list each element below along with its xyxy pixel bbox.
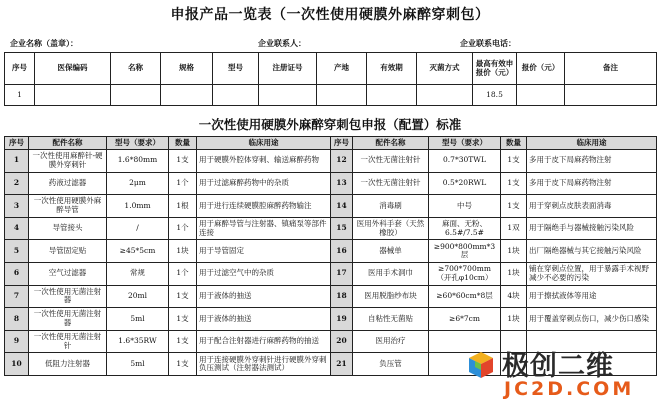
table-cell: 常规	[107, 262, 169, 285]
table-cell: 1支	[169, 353, 197, 376]
table-cell: 5ml	[107, 308, 169, 331]
table-cell: 14	[331, 195, 353, 218]
table-cell: 用于覆盖穿刺点伤口，减少伤口感染	[527, 308, 657, 331]
table-cell	[111, 85, 161, 106]
table-cell: 消毒刷	[353, 195, 429, 218]
header-cell: 最高有效申报价（元）	[473, 53, 517, 85]
header-cell: 注册证号	[259, 53, 317, 85]
header-cell: 报价（元）	[517, 53, 565, 85]
table-cell: 一次性使用硬膜外麻醉导管	[29, 195, 107, 218]
header-cell: 型号（要求）	[107, 137, 169, 150]
table-cell: 1.6*35RW	[107, 330, 169, 353]
table-cell: 1双	[501, 217, 527, 240]
table-cell: 一次性使用无菌注射器	[29, 285, 107, 308]
table-cell: 18	[331, 285, 353, 308]
table-cell: 低阻力注射器	[29, 353, 107, 376]
table-cell: 用于配合注射器进行麻醉药物的抽送	[197, 330, 331, 353]
table-cell: 中号	[429, 195, 501, 218]
table-cell: 1根	[169, 195, 197, 218]
table-cell: 1块	[501, 262, 527, 285]
table-cell	[161, 85, 213, 106]
table-cell: 16	[331, 240, 353, 263]
table-cell: 3	[5, 195, 29, 218]
table-cell: 8	[5, 308, 29, 331]
table-row	[5, 308, 657, 331]
header-cell: 规格	[161, 53, 213, 85]
table-cell: ≥6*7cm	[429, 308, 501, 331]
table-cell: 10	[5, 353, 29, 376]
table-row	[5, 240, 657, 263]
table-cell: 用于过滤麻醉药物中的杂质	[197, 172, 331, 195]
table-cell: 用于导管固定	[197, 240, 331, 263]
table-cell: 自粘性无菌贴	[353, 308, 429, 331]
header-cell: 名称	[111, 53, 161, 85]
table-cell: 用于液体的抽送	[197, 308, 331, 331]
company-name-label: 企业名称（盖章）：	[10, 38, 78, 48]
table-row	[5, 285, 657, 308]
watermark-brand: 极创二维	[502, 351, 614, 382]
table-cell: 一次性无菌注射针	[353, 150, 429, 173]
table-cell: 空气过滤器	[29, 262, 107, 285]
company-phone-label: 企业联系电话：	[460, 38, 516, 48]
header-cell: 数量	[501, 137, 527, 150]
table-cell: 0.5*20RWL	[429, 172, 501, 195]
header-cell: 备注	[565, 53, 657, 85]
table-cell: 导管固定贴	[29, 240, 107, 263]
header-cell: 配件名称	[353, 137, 429, 150]
table-row	[5, 150, 657, 173]
cube-logo-icon	[466, 350, 496, 380]
table-cell	[317, 85, 367, 106]
table-cell: ≥45*5cm	[107, 240, 169, 263]
header-cell: 临床用途	[197, 137, 331, 150]
header-cell: 序号	[5, 53, 35, 85]
table-cell: 4块	[501, 285, 527, 308]
product-table	[4, 52, 657, 106]
table-cell: 用于过滤空气中的杂质	[197, 262, 331, 285]
table-cell: 0.7*30TWL	[429, 150, 501, 173]
table-cell: 用于进行连续硬膜腔麻醉药物输注	[197, 195, 331, 218]
table-cell: 18.5	[473, 85, 517, 106]
table-cell: 1块	[501, 240, 527, 263]
header-cell: 医保编码	[35, 53, 111, 85]
table-cell: 医用脱脂纱布块	[353, 285, 429, 308]
table-cell: 1支	[501, 195, 527, 218]
table-cell: 1	[5, 150, 29, 173]
table-row	[5, 217, 657, 240]
header-cell: 灭菌方式	[417, 53, 473, 85]
table-cell: 一次性使用无菌注射针	[29, 330, 107, 353]
table-cell: 用于液体的抽送	[197, 285, 331, 308]
table-cell: 一次性使用麻醉针-硬膜外穿刺针	[29, 150, 107, 173]
table-cell: 19	[331, 308, 353, 331]
config-table-header	[5, 137, 657, 150]
table-cell: 2	[5, 172, 29, 195]
table-cell: 1个	[169, 172, 197, 195]
table-cell: 1.6*80mm	[107, 150, 169, 173]
table-cell: 6	[5, 262, 29, 285]
table-cell	[259, 85, 317, 106]
table-cell: 13	[331, 172, 353, 195]
page-title: 申报产品一览表（一次性使用硬膜外麻醉穿刺包）	[170, 7, 490, 23]
table-cell: 负压管	[353, 353, 429, 376]
config-title: 一次性使用硬膜外麻醉穿刺包申报（配置）标准	[198, 117, 462, 132]
table-cell: 1支	[169, 150, 197, 173]
table-row	[5, 172, 657, 195]
header-cell: 序号	[5, 137, 29, 150]
table-cell: 麻面、无粉、6.5#/7.5#	[429, 217, 501, 240]
table-cell: 15	[331, 217, 353, 240]
table-cell: 多用于皮下局麻药物注射	[527, 150, 657, 173]
table-cell: 5ml	[107, 353, 169, 376]
company-contact-label: 企业联系人：	[258, 38, 306, 48]
product-table-header	[5, 53, 657, 85]
table-cell	[35, 85, 111, 106]
table-cell: ≥700*700mm（开孔φ10cm）	[429, 262, 501, 285]
header-cell: 数量	[169, 137, 197, 150]
header-cell: 有效期	[367, 53, 417, 85]
table-cell	[565, 85, 657, 106]
table-cell: 20ml	[107, 285, 169, 308]
table-cell: 1支	[169, 285, 197, 308]
table-row	[5, 85, 657, 106]
table-cell: 17	[331, 262, 353, 285]
table-cell: 1支	[169, 330, 197, 353]
table-cell: 12	[331, 150, 353, 173]
table-cell: ≥60*60cm*8层	[429, 285, 501, 308]
table-cell	[517, 85, 565, 106]
table-cell: 医用外科手套（天然橡胶）	[353, 217, 429, 240]
table-cell: 4	[5, 217, 29, 240]
table-cell: 用于擦拭液体等用途	[527, 285, 657, 308]
table-cell: 用于穿刺点皮肤表面消毒	[527, 195, 657, 218]
watermark-domain: JC2D.COM	[504, 378, 635, 400]
table-cell: 药液过滤器	[29, 172, 107, 195]
table-cell: 用于硬膜外腔体穿刺、输送麻醉药物	[197, 150, 331, 173]
table-cell: 用于隔绝手与器械接触污染风险	[527, 217, 657, 240]
watermark	[464, 340, 654, 406]
table-cell: 多用于皮下局麻药物注射	[527, 172, 657, 195]
table-cell: 一次性使用无菌注射器	[29, 308, 107, 331]
table-cell: 用于麻醉导管与注射器、镇痛泵等部件连接	[197, 217, 331, 240]
table-cell: 一次性无菌注射针	[353, 172, 429, 195]
table-cell: 导管接头	[29, 217, 107, 240]
table-cell: 1支	[501, 172, 527, 195]
table-cell: 7	[5, 285, 29, 308]
table-row	[5, 262, 657, 285]
header-cell: 型号（要求）	[429, 137, 501, 150]
header-cell: 序号	[331, 137, 353, 150]
table-cell: 2μm	[107, 172, 169, 195]
table-row	[5, 195, 657, 218]
table-cell: 1支	[169, 308, 197, 331]
table-cell: 器械单	[353, 240, 429, 263]
table-cell: ≥900*800mm*3层	[429, 240, 501, 263]
table-cell: 1块	[501, 308, 527, 331]
table-cell: 医用治疗	[353, 330, 429, 353]
table-cell: 1块	[169, 240, 197, 263]
table-cell: 铺在穿刺点位置，用于暴露手术视野减少不必要的污染	[527, 262, 657, 285]
header-cell: 产地	[317, 53, 367, 85]
table-cell: 21	[331, 353, 353, 376]
header-cell: 配件名称	[29, 137, 107, 150]
table-cell: 1个	[169, 217, 197, 240]
table-cell: 出厂隔绝器械与其它接触污染风险	[527, 240, 657, 263]
table-cell: 用于连接硬膜外穿刺针进行硬膜外穿刺负压测试（注射器法测试）	[197, 353, 331, 376]
table-cell: 1.0mm	[107, 195, 169, 218]
header-cell: 临床用途	[527, 137, 657, 150]
table-cell	[213, 85, 259, 106]
table-cell: 5	[5, 240, 29, 263]
table-cell: 9	[5, 330, 29, 353]
table-cell: 20	[331, 330, 353, 353]
table-cell	[417, 85, 473, 106]
table-cell: /	[107, 217, 169, 240]
header-cell: 型号	[213, 53, 259, 85]
table-cell	[367, 85, 417, 106]
table-cell: 医用手术洞巾	[353, 262, 429, 285]
table-cell: 1支	[501, 150, 527, 173]
table-cell: 1	[5, 85, 35, 106]
table-cell: 1个	[169, 262, 197, 285]
